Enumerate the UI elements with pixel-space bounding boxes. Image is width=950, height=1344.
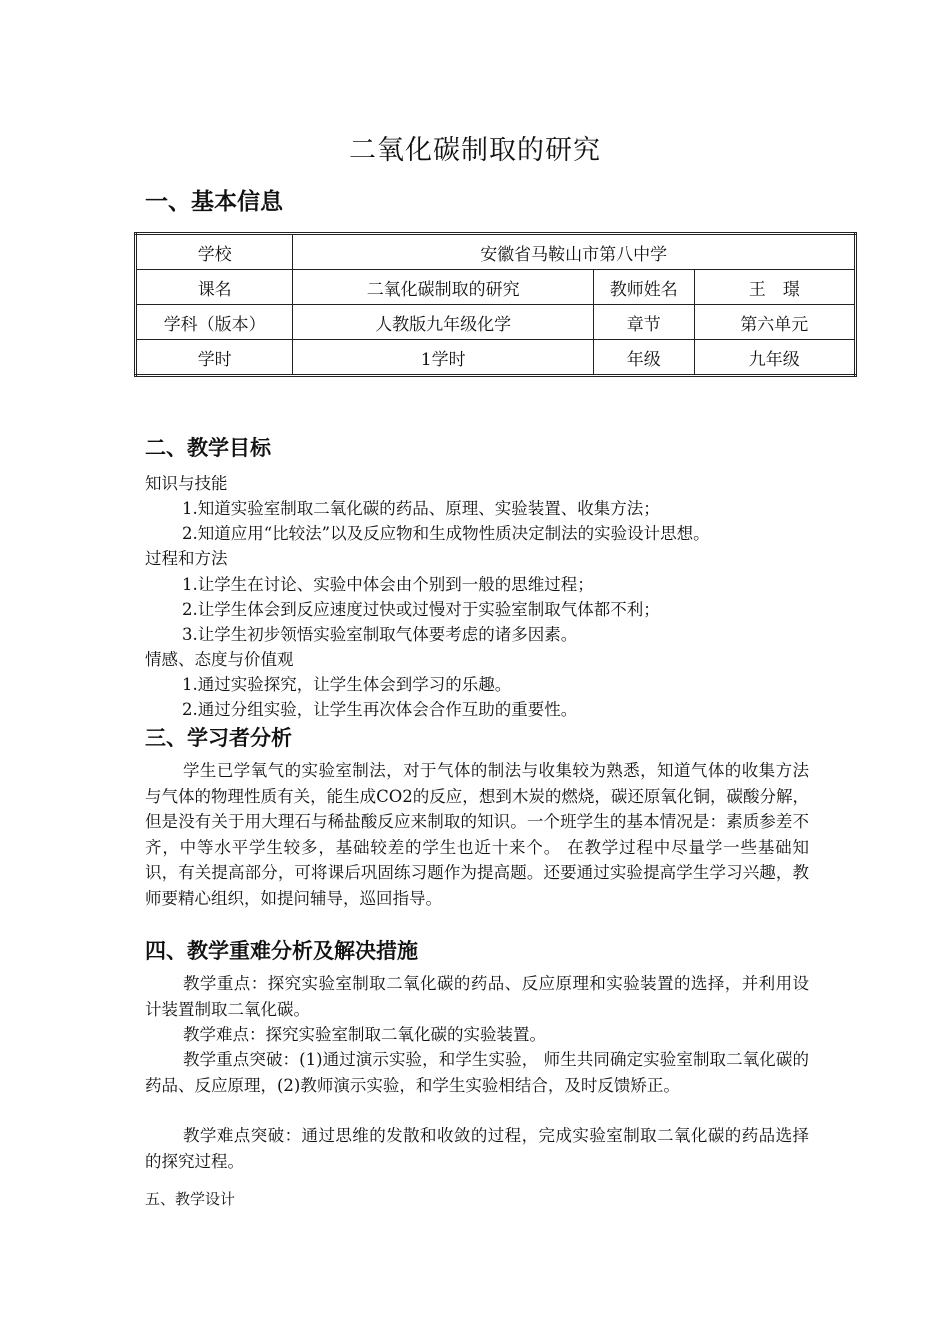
table-cell-label: 教师姓名 [594,270,695,305]
key-point-paragraph: 教学重点：探究实验室制取二氧化碳的药品、反应原理和实验装置的选择，并利用设计装置制取二氧化碳。 [145,974,809,1019]
section-key-points-heading: 四、教学重难分析及解决措施 [145,939,418,963]
difficulty-breakthrough-paragraph: 教学难点突破：通过思维的发散和收敛的过程，完成实验室制取二氧化碳的药品选择的探究过程。 [145,1126,809,1171]
goal-group-title: 过程和方法 [145,549,228,568]
section-learner-heading: 三、学习者分析 [145,726,292,750]
table-cell-label: 学科（版本） [136,305,293,340]
table-cell-value: 1学时 [293,340,594,376]
goal-item: 2.知道应用“比较法”以及反应物和生成物性质决定制法的实验设计思想。 [182,524,710,543]
basic-info-table [134,232,857,377]
table-row [136,270,856,305]
table-cell-value: 安徽省马鞍山市第八中学 [293,234,856,270]
table-cell-value: 人教版九年级化学 [293,305,594,340]
goal-item: 1.通过实验探究，让学生体会到学习的乐趣。 [182,675,512,694]
learner-analysis-paragraph: 学生已学氧气的实验室制法，对于气体的制法与收集较为熟悉，知道气体的收集方法与气体的物理性质有关，能生成CO2的反应，想到木炭的燃烧，碳还原氧化铜，碳酸分解，但是没有关于用大理石与稀盐酸反应来制取的知识。一个班学生的基本情况是：素质参差不齐，中等水平学生较多，基础较差的学生也近十来个。 在教学过程中尽量学一些基础知识，有关提高部分，可将课后巩固练习题作为提高题。还要通过实验提高学生学习兴趣，教师要精心组织，如提问辅导，巡回指导。 [145,761,809,908]
table-cell-value: 王 璟 [694,270,855,305]
table-cell-value: 二氧化碳制取的研究 [293,270,594,305]
section-goals-heading: 二、教学目标 [145,436,271,460]
key-breakthrough-paragraph: 教学重点突破：(1)通过演示实验，和学生实验， 师生共同确定实验室制取二氧化碳的药品、反应原理，(2)教师演示实验，和学生实验相结合，及时反馈矫正。 [145,1050,809,1095]
goal-group-title: 情感、态度与价值观 [145,650,294,669]
document-title: 二氧化碳制取的研究 [349,135,601,166]
table-cell-label: 学时 [136,340,293,376]
table-cell-value: 九年级 [694,340,855,376]
table-row [136,234,856,270]
table-cell-label: 年级 [594,340,695,376]
table-cell-label: 课名 [136,270,293,305]
goal-item: 2.让学生体会到反应速度过快或过慢对于实验室制取气体都不利； [182,600,660,619]
table-row [136,340,856,376]
section-basic-info-heading: 一、基本信息 [145,189,283,215]
goal-group-title: 知识与技能 [145,474,228,493]
table-cell-label: 章节 [594,305,695,340]
table-cell-value: 第六单元 [694,305,855,340]
difficulty-paragraph: 教学难点：探究实验室制取二氧化碳的实验装置。 [183,1025,546,1044]
goal-item: 1.让学生在讨论、实验中体会由个别到一般的思维过程； [182,575,594,594]
table-row [136,305,856,340]
section-design-heading: 五、教学设计 [145,1190,236,1208]
goal-item: 3.让学生初步领悟实验室制取气体要考虑的诸多因素。 [182,625,578,644]
goal-item: 1.知道实验室制取二氧化碳的药品、原理、实验装置、收集方法； [182,499,660,518]
goal-item: 2.通过分组实验，让学生再次体会合作互助的重要性。 [182,700,578,719]
table-cell-label: 学校 [136,234,293,270]
